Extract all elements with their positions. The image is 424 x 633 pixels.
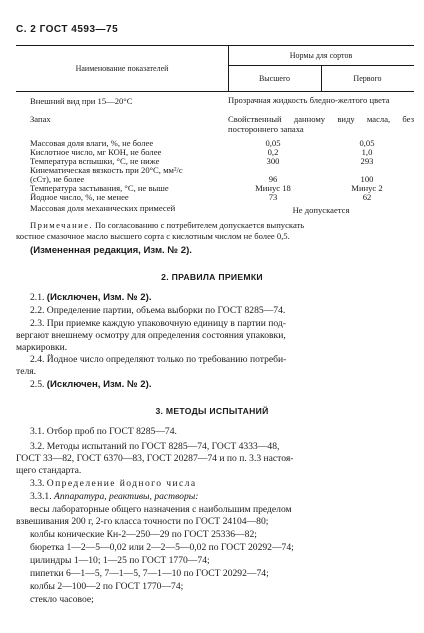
- cell-s2: 1,0: [361, 147, 373, 157]
- clause-3-3-1: [30, 490, 198, 503]
- cell-s1: Минус 18: [255, 183, 291, 193]
- note-label: Примечание.: [30, 220, 93, 230]
- cell-s1: 96: [268, 174, 278, 184]
- clause-excluded: (Исключен, Изм. № 2).: [46, 379, 152, 390]
- table-row: Кинематическая вязкость при 20°С, мм²/с: [30, 165, 183, 175]
- clause-number: 3.3.1.: [30, 491, 52, 502]
- clause-3-2-line-3: щего стандарта.: [16, 465, 82, 476]
- table-row: Кислотное число, мг КОН, не более: [30, 147, 162, 157]
- equipment-item: стекло часовое;: [30, 594, 94, 605]
- cell-s1: 0,2: [267, 147, 279, 157]
- equipment-item: колбы конические Кн-2—250—29 по ГОСТ 25336—82;: [30, 529, 257, 540]
- clause-3-2-line-1: 3.2. Методы испытаний по ГОСТ 8285—74, ГОСТ 4333—48,: [30, 441, 280, 452]
- clause-2-3-line-1: 2.3. При приемке каждую упаковочную единицу в партии под-: [30, 318, 286, 329]
- clause-2-3-line-2: вергают внешнему осмотру для определения состояния упаковки,: [16, 330, 286, 341]
- clause-3-3: [30, 477, 197, 490]
- equipment-item: бюретка 1—2—5—0,02 или 2—2—5—0,02 по ГОСТ 20292—74;: [30, 542, 294, 553]
- clause-2-4-line-1: 2.4. Йодное число определяют только по требованию потреби-: [30, 354, 287, 365]
- equipment-item: пипетки 6—1—5, 7—1—5, 7—1—10 по ГОСТ 20292—74;: [30, 568, 269, 579]
- table-row: Йодное число, %, не менее: [30, 192, 129, 202]
- clause-number: 3.3.: [30, 478, 45, 489]
- cell-s2: 0,05: [359, 138, 375, 148]
- table-row: Массовая доля влаги, %, не более: [30, 138, 154, 148]
- cell-s2: 100: [360, 174, 374, 184]
- clause-2-3-line-3: маркировки.: [16, 342, 68, 353]
- appearance-value: Прозрачная жидкость бледно-желтого цвета: [228, 95, 390, 105]
- clause-3-1: 3.1. Отбор проб по ГОСТ 8285—74.: [30, 426, 177, 437]
- clause-excluded: (Исключен, Изм. № 2).: [46, 292, 152, 303]
- table-row: Температура застывания, °С, не выше: [30, 183, 169, 193]
- table-row: Внешний вид при 15—20°С: [30, 96, 133, 106]
- clause-2-1: [30, 291, 152, 304]
- clause-heading: Определение йодного числа: [46, 478, 197, 489]
- table-row: Массовая доля механических примесей: [30, 203, 176, 213]
- table-row: (сСт), не более: [30, 174, 85, 184]
- table-header-norms: Нормы для сортов: [289, 51, 353, 60]
- clause-heading: Аппаратура, реактивы, растворы:: [54, 491, 199, 502]
- clause-number: 2.1.: [30, 292, 45, 303]
- section-3-title: 3. МЕТОДЫ ИСПЫТАНИЙ: [155, 406, 269, 416]
- table-header-rule: [16, 91, 414, 92]
- note-text: По согласованию с потребителем допускается выпускать: [95, 220, 305, 230]
- smell-value: Свойственный данному виду масла, без постороннего запаха: [228, 114, 414, 134]
- section-2-title: 2. ПРАВИЛА ПРИЕМКИ: [161, 272, 263, 282]
- amendment-note: (Измененная редакция, Изм. № 2).: [30, 245, 192, 256]
- cell-s2: 293: [360, 156, 374, 166]
- note-line-2: костное смазочное масло высшего сорта с кислотным числом не более 0,5.: [16, 231, 290, 241]
- table-header-sort2: Первого: [353, 74, 382, 83]
- clause-number: 2.5.: [30, 379, 45, 390]
- cell-s2: 62: [362, 192, 372, 202]
- table-row: Запах: [30, 114, 51, 124]
- table-row: Температура вспышки, °С, не ниже: [30, 156, 160, 166]
- clause-2-4-line-2: теля.: [16, 366, 37, 377]
- cell-s1: 73: [268, 192, 278, 202]
- cell-s2: Минус 2: [351, 183, 383, 193]
- table-header-name: Наименование показателей: [75, 64, 169, 73]
- equipment-item: весы лабораторные общего назначения с наибольшим пределом: [30, 504, 292, 515]
- cell-s1: 0,05: [265, 138, 281, 148]
- impurities-value: Не допускается: [292, 205, 350, 215]
- clause-3-2-line-2: ГОСТ 33—82, ГОСТ 6370—83, ГОСТ 20287—74 и по п. 3.3 настоя-: [16, 453, 294, 464]
- equipment-item: колбы 2—100—2 по ГОСТ 1770—74;: [30, 581, 184, 592]
- equipment-item: взвешивания 200 г, 2-го класса точности по ГОСТ 24104—80;: [16, 516, 269, 527]
- table-header-sort1: Высшего: [258, 74, 291, 83]
- page-header: С. 2 ГОСТ 4593—75: [16, 24, 119, 35]
- table-top-rule: [16, 45, 414, 46]
- clause-2-2: 2.2. Определение партии, объема выборки по ГОСТ 8285—74.: [30, 305, 286, 316]
- equipment-item: цилиндры 1—10; 1—25 по ГОСТ 1770—74;: [30, 555, 210, 566]
- cell-s1: 300: [266, 156, 280, 166]
- clause-2-5: [30, 378, 152, 391]
